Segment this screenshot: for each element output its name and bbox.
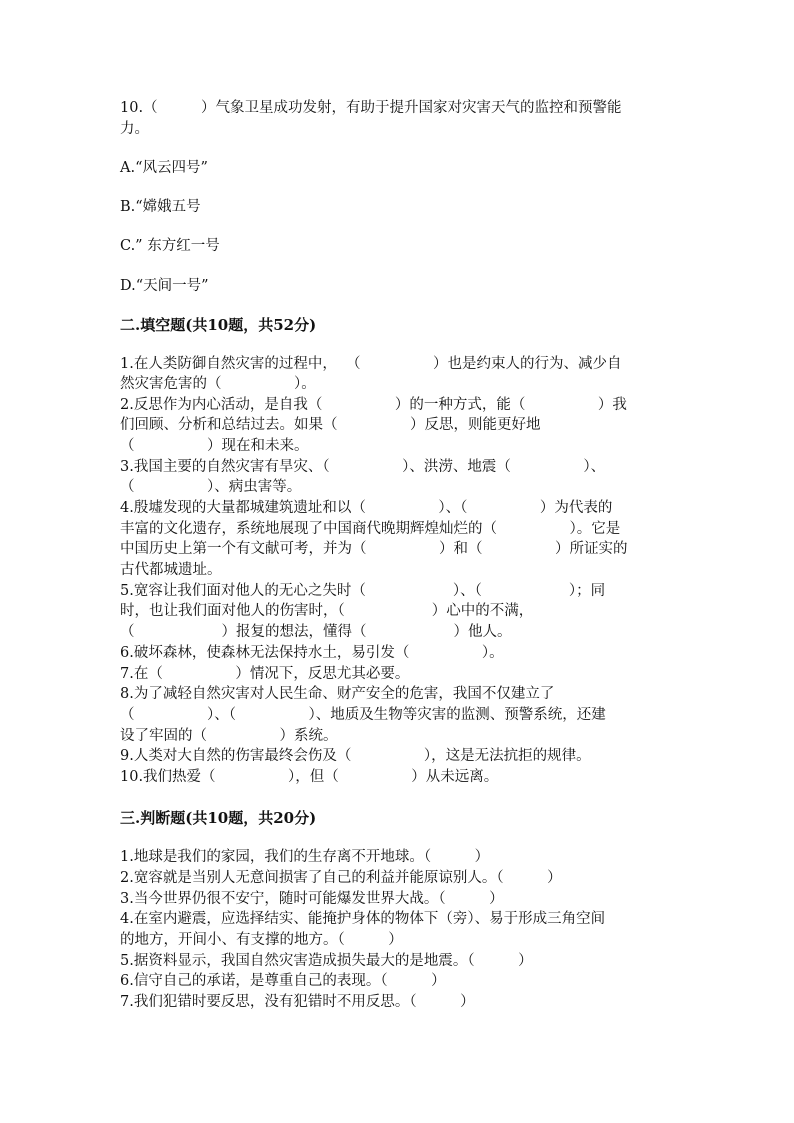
fill-line: 9.人类对大自然的伤害最终会伤及（ ），这是无法抗拒的规律。 — [120, 748, 591, 764]
fill-line: 2.反思作为内心活动，是自我（ ）的一种方式，能（ ）我 — [120, 397, 627, 413]
fill-line: （ ）现在和未来。 — [120, 438, 309, 454]
fill-line: （ ）报复的想法，懂得（ ）他人。 — [120, 624, 512, 640]
fill-line: 4.殷墟发现的大量都城建筑遗址和以（ ）、（ ）为代表的 — [120, 500, 613, 516]
fill-line: 6.破坏森林，使森林无法保持水土，易引发（ ）。 — [120, 645, 504, 661]
question-stem-line: 10.（ ）气象卫星成功发射，有助于提升国家对灾害天气的监控和预警能 — [120, 100, 622, 116]
fill-line: 然灾害危害的（ ）。 — [120, 376, 316, 392]
section-heading-judge: 三.判断题(共10题，共20分) — [120, 809, 317, 827]
judge-line: 6.信守自己的承诺，是尊重自己的表现。（ ） — [120, 973, 446, 989]
fill-line: 3.我国主要的自然灾害有旱灾、（ ）、洪涝、地震（ ）、 — [120, 459, 606, 475]
fill-line: 1.在人类防御自然灾害的过程中， （ ）也是约束人的行为、减少自 — [120, 356, 622, 372]
fill-line: 5.宽容让我们面对他人的无心之失时（ ）、（ ）；同 — [120, 583, 606, 599]
fill-line: 10.我们热爱（ ），但（ ）从未远离。 — [120, 769, 499, 785]
judge-line: 的地方，开间小、有支撑的地方。（ ） — [120, 932, 403, 948]
fill-line: （ ）、（ ）、地质及生物等灾害的监测、预警系统，还建 — [120, 707, 606, 723]
fill-line: 时，也让我们面对他人的伤害时，（ ）心中的不满， — [120, 603, 534, 619]
fill-line: 8.为了减轻自然灾害对人民生命、财产安全的危害，我国不仅建立了 — [120, 686, 555, 702]
fill-line: 设了牢固的（ ）系统。 — [120, 728, 338, 744]
judge-line: 5.据资料显示，我国自然灾害造成损失最大的是地震。（ ） — [120, 953, 533, 969]
judge-line: 3.当今世界仍很不安宁，随时可能爆发世界大战。（ ） — [120, 891, 504, 907]
fill-line: （ ）、病虫害等。 — [120, 479, 302, 495]
section-heading-fill: 二.填空题(共10题，共52分) — [120, 316, 317, 334]
fill-line: 丰富的文化遗存，系统地展现了中国商代晚期辉煌灿烂的（ ）。它是 — [120, 521, 621, 537]
question-stem-line: 力。 — [120, 121, 149, 137]
fill-line: 们回顾、分析和总结过去。如果（ ）反思，则能更好地 — [120, 417, 541, 433]
fill-line: 中国历史上第一个有文献可考，并为（ ）和（ ）所证实的 — [120, 541, 628, 557]
option-b: B.“嫦娥五号 — [120, 199, 201, 215]
fill-line: 古代都城遗址。 — [120, 562, 222, 578]
judge-line: 1.地球是我们的家园，我们的生存离不开地球。（ ） — [120, 849, 490, 865]
judge-line: 7.我们犯错时要反思，没有犯错时不用反思。（ ） — [120, 994, 475, 1010]
judge-line: 4.在室内避震，应选择结实、能掩护身体的物体下（旁）、易于形成三角空间 — [120, 911, 606, 927]
option-d: D.“天间一号” — [120, 278, 209, 294]
option-c: C.” 东方红一号 — [120, 238, 220, 254]
judge-line: 2.宽容就是当别人无意间损害了自己的利益并能原谅别人。（ ） — [120, 870, 562, 886]
fill-line: 7.在（ ）情况下，反思尤其必要。 — [120, 666, 410, 682]
option-a: A.“风云四号” — [120, 160, 208, 176]
